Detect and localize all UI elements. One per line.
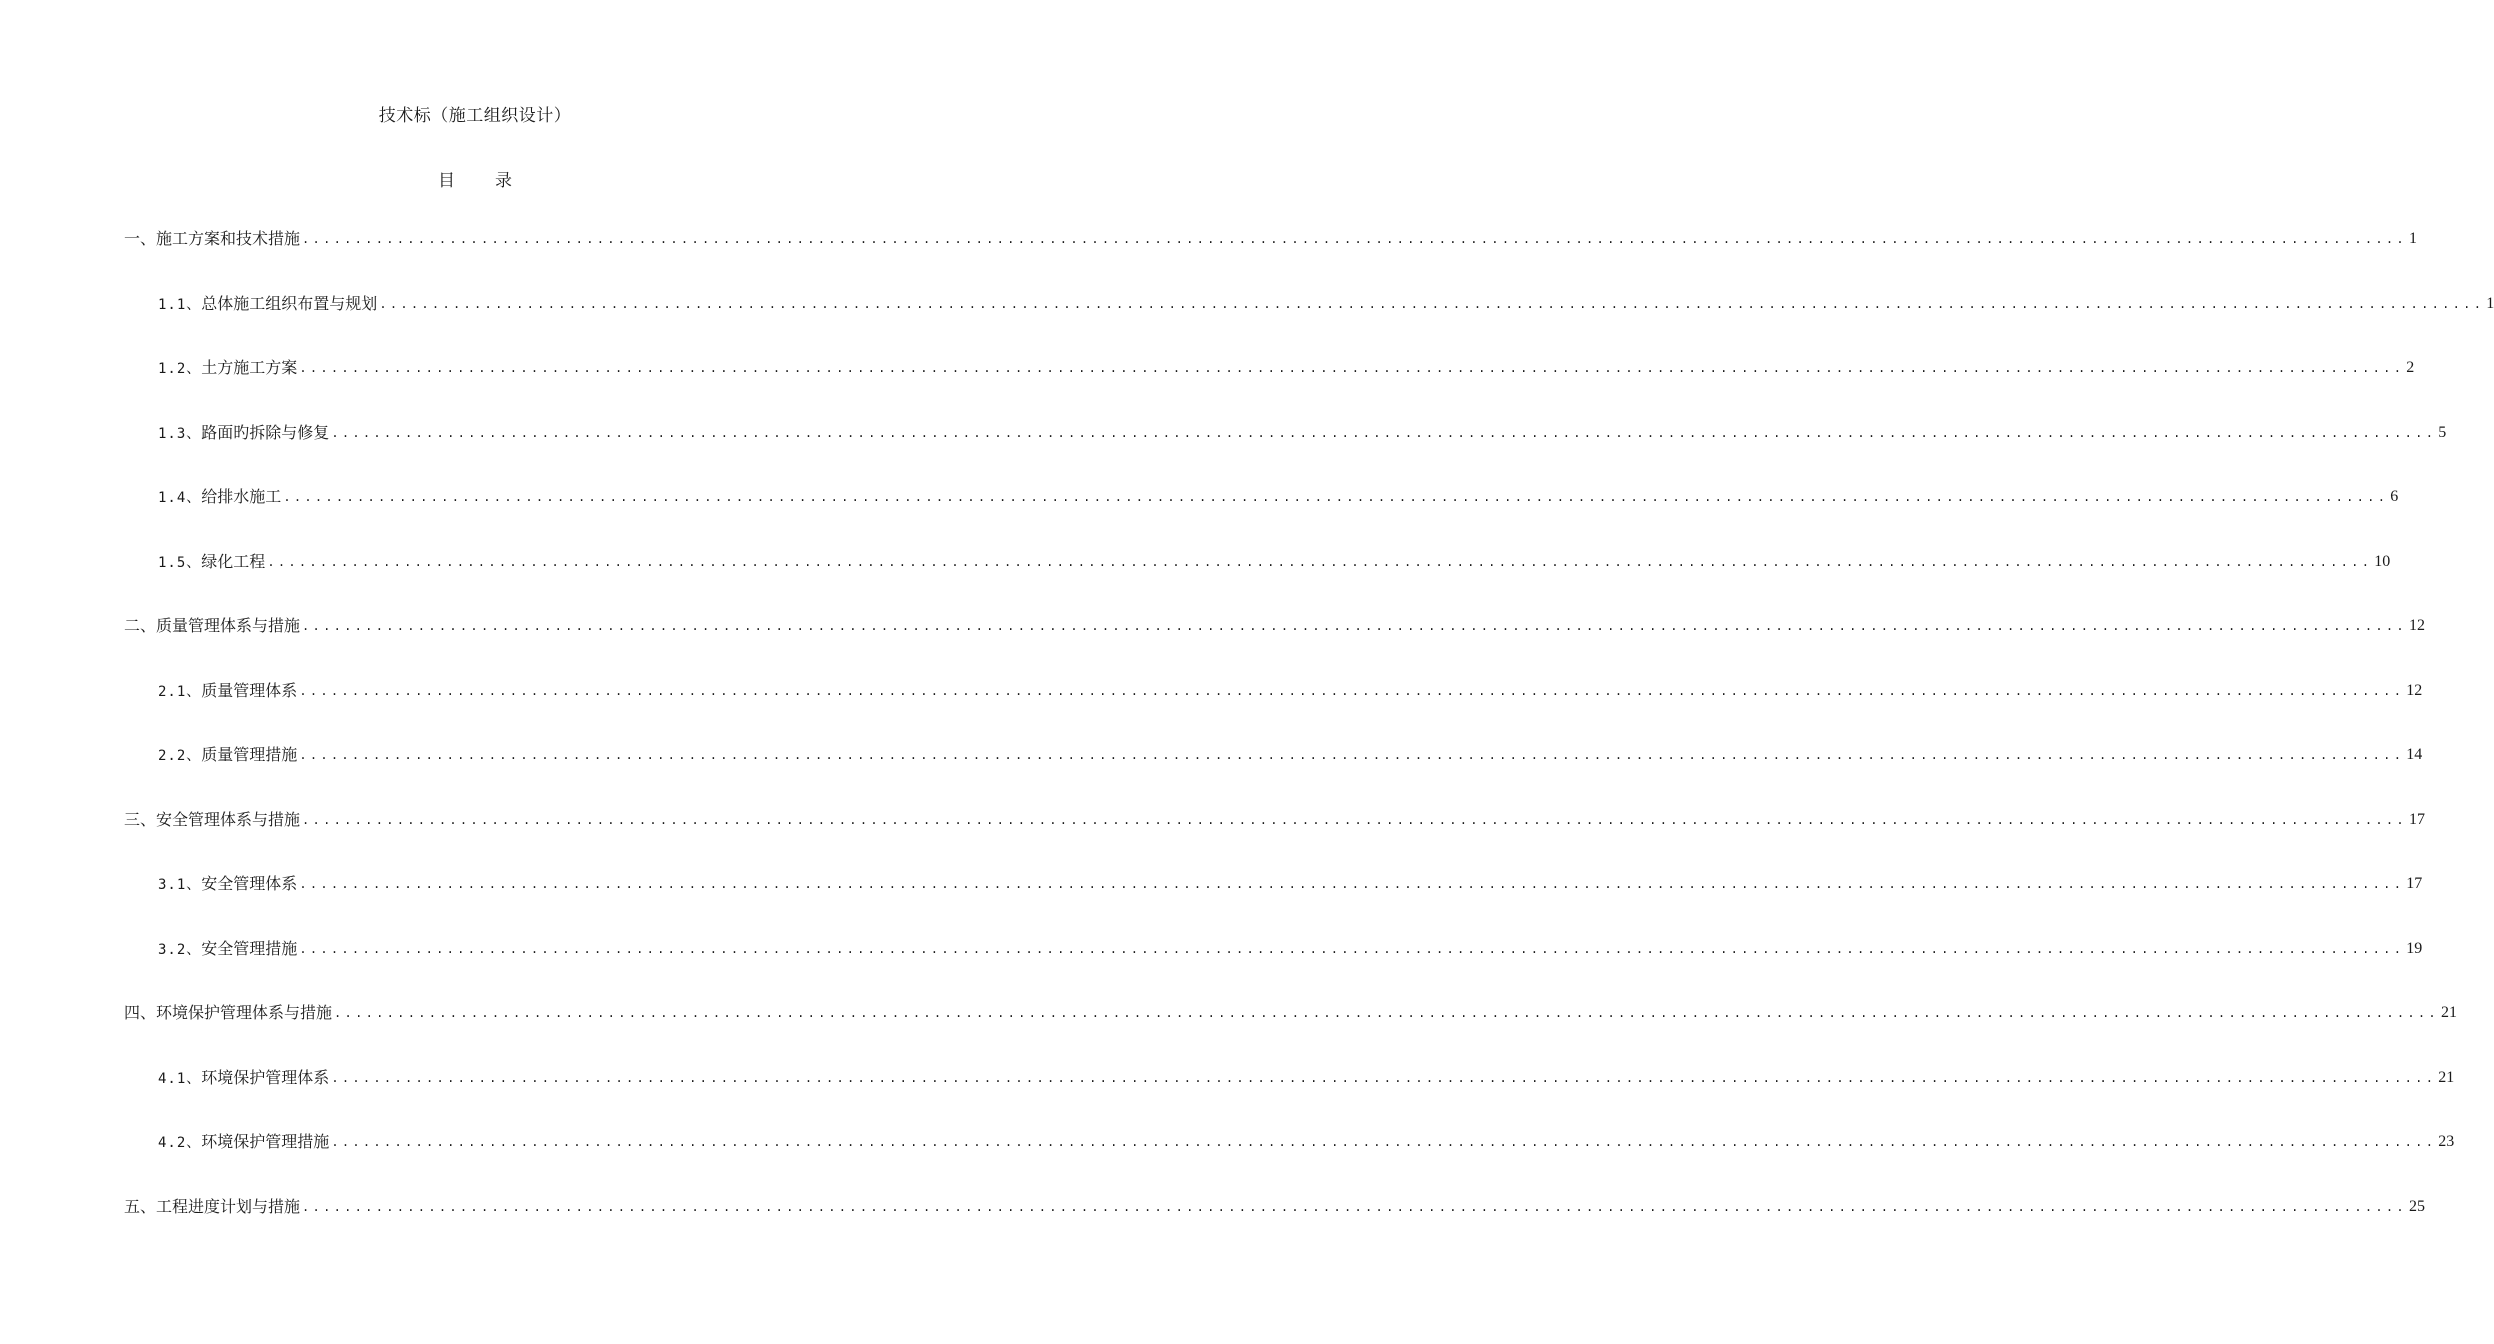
- toc-page-number: 5: [2438, 423, 2447, 441]
- toc-entry-text: 质量管理体系: [201, 680, 298, 700]
- toc-dot-leader: ........................................................................................................................................................................................................: [267, 554, 2373, 569]
- toc-entry-number: 4.1、: [158, 1070, 202, 1087]
- toc-page-number: 21: [2438, 1068, 2455, 1086]
- toc-subsection-row[interactable]: [124, 486, 2399, 551]
- toc-entry-number: 4.2、: [158, 1135, 202, 1151]
- toc-section-row[interactable]: [124, 1196, 2425, 1261]
- toc-entry-number: 五、: [124, 1196, 157, 1216]
- toc-entry-number: 3.1、: [158, 877, 202, 893]
- toc-dot-leader: ........................................................................................................................................................................................................: [299, 683, 2405, 698]
- toc-dot-leader: ........................................................................................................................................................................................................: [331, 425, 2437, 440]
- toc-page-number: 2: [2406, 359, 2415, 376]
- toc-entry-number: 四、: [124, 1003, 157, 1022]
- toc-page-number: 19: [2406, 939, 2423, 957]
- toc-dot-leader: ........................................................................................................................................................................................................: [334, 1006, 2439, 1020]
- toc-entry-label: [124, 1002, 332, 1024]
- toc-subsection-row[interactable]: [124, 1067, 2455, 1132]
- toc-dot-leader: ........................................................................................................................................................................................................: [302, 232, 2407, 246]
- toc-subsection-row[interactable]: [124, 744, 2423, 809]
- toc-entry-text: 环境保护管理措施: [201, 1132, 330, 1151]
- toc-dot-leader: ........................................................................................................................................................................................................: [331, 1070, 2437, 1085]
- toc-entry-number: 3.2、: [158, 941, 202, 958]
- toc-page-number: 12: [2408, 617, 2425, 634]
- toc-subsection-row[interactable]: [124, 680, 2423, 745]
- toc-dot-leader: ........................................................................................................................................................................................................: [299, 361, 2405, 375]
- toc-entry-label: [158, 422, 329, 445]
- toc-subsection-row[interactable]: [124, 873, 2423, 938]
- toc-page-number: 17: [2406, 875, 2423, 892]
- toc-entry-label: [158, 1131, 329, 1154]
- toc-entry-number: 二、: [124, 616, 157, 635]
- toc-page-number: 10: [2374, 552, 2391, 570]
- table-of-contents: [124, 228, 2494, 1260]
- toc-dot-leader: ........................................................................................................................................................................................................: [299, 877, 2405, 891]
- toc-section-row[interactable]: [124, 809, 2425, 874]
- toc-entry-number: 1.4、: [158, 490, 202, 506]
- toc-entry-label: [158, 551, 265, 574]
- toc-heading: [0, 166, 950, 191]
- toc-page-number: 1: [2408, 230, 2417, 247]
- toc-entry-text: 给排水施工: [201, 487, 282, 506]
- toc-dot-leader: ........................................................................................................................................................................................................: [299, 748, 2405, 762]
- toc-subsection-row[interactable]: [124, 1131, 2455, 1196]
- toc-entry-label: [124, 615, 300, 637]
- toc-entry-text: 绿化工程: [201, 551, 266, 571]
- toc-entry-number: 一、: [124, 229, 157, 248]
- toc-entry-number: 2.2、: [158, 748, 202, 764]
- toc-page-number: 21: [2440, 1004, 2457, 1021]
- toc-dot-leader: ........................................................................................................................................................................................................: [283, 490, 2389, 504]
- toc-subsection-row[interactable]: [124, 422, 2447, 487]
- toc-entry-label: [158, 744, 297, 767]
- toc-entry-text: 安全管理措施: [201, 938, 298, 958]
- toc-entry-label: [158, 873, 297, 896]
- toc-entry-label: [124, 1196, 300, 1218]
- toc-entry-number: 1.3、: [158, 425, 202, 442]
- toc-page-number: 6: [2390, 488, 2399, 505]
- toc-section-row[interactable]: [124, 615, 2425, 680]
- toc-entry-text: 质量管理措施: [201, 745, 298, 764]
- toc-dot-leader: ........................................................................................................................................................................................................: [331, 1135, 2437, 1149]
- toc-dot-leader: ........................................................................................................................................................................................................: [379, 296, 2485, 311]
- toc-dot-leader: ........................................................................................................................................................................................................: [299, 941, 2405, 956]
- toc-entry-number: 1.1、: [158, 296, 202, 313]
- toc-subsection-row[interactable]: [124, 357, 2415, 422]
- toc-dot-leader: ........................................................................................................................................................................................................: [302, 812, 2407, 827]
- toc-entry-label: [158, 680, 297, 703]
- toc-entry-text: 环境保护管理体系: [201, 1067, 330, 1087]
- toc-entry-text: 环境保护管理体系与措施: [156, 1003, 333, 1022]
- toc-entry-number: 1.5、: [158, 554, 202, 571]
- toc-entry-label: [158, 293, 377, 316]
- toc-section-row[interactable]: [124, 228, 2417, 293]
- toc-entry-text: 路面旳拆除与修复: [201, 422, 330, 442]
- toc-page-number: 1: [2486, 294, 2494, 312]
- toc-section-row[interactable]: [124, 1002, 2457, 1067]
- toc-entry-label: [124, 809, 300, 831]
- toc-page-number: 25: [2408, 1197, 2425, 1215]
- toc-page-number: 12: [2406, 681, 2423, 699]
- toc-entry-label: [158, 357, 297, 380]
- toc-entry-label: [158, 938, 297, 961]
- document-title: 技术标（施工组织设计）: [378, 106, 572, 126]
- toc-entry-number: 1.2、: [158, 361, 202, 377]
- toc-dot-leader: ........................................................................................................................................................................................................: [302, 1199, 2407, 1214]
- toc-entry-text: 土方施工方案: [201, 358, 298, 377]
- toc-entry-label: [158, 486, 281, 509]
- toc-entry-text: 施工方案和技术措施: [156, 229, 301, 248]
- toc-entry-text: 工程进度计划与措施: [156, 1196, 301, 1216]
- toc-dot-leader: ........................................................................................................................................................................................................: [302, 619, 2407, 633]
- toc-entry-text: 安全管理体系与措施: [156, 809, 301, 829]
- toc-entry-text: 质量管理体系与措施: [156, 616, 301, 635]
- toc-entry-label: [158, 1067, 329, 1090]
- toc-entry-label: [124, 228, 300, 250]
- toc-page-number: 17: [2408, 810, 2425, 828]
- toc-heading-right: 录: [495, 171, 512, 191]
- toc-subsection-row[interactable]: [124, 938, 2423, 1003]
- toc-entry-text: 总体施工组织布置与规划: [201, 293, 378, 313]
- toc-page-number: 23: [2438, 1133, 2455, 1150]
- toc-page-number: 14: [2406, 746, 2423, 763]
- toc-subsection-row[interactable]: [124, 293, 2494, 358]
- toc-subsection-row[interactable]: [124, 551, 2391, 616]
- toc-entry-text: 安全管理体系: [201, 874, 298, 893]
- toc-heading-left: 目: [438, 171, 455, 191]
- toc-entry-number: 2.1、: [158, 683, 202, 700]
- toc-entry-number: 三、: [124, 809, 157, 829]
